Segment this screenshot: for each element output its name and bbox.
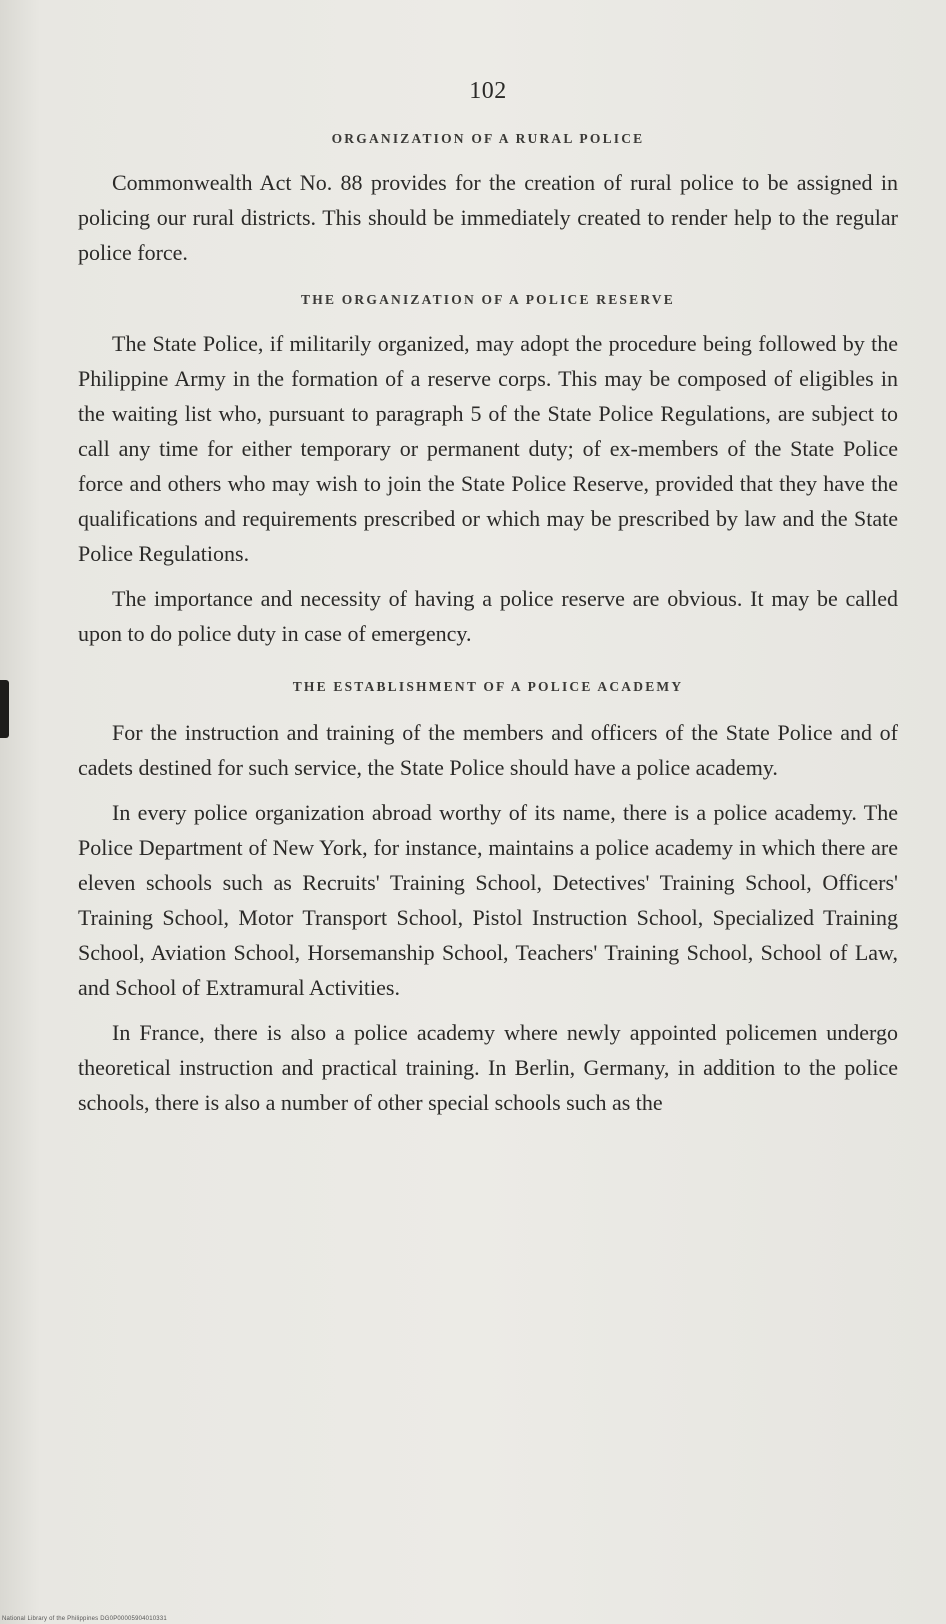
binding-shadow	[0, 680, 9, 738]
paragraph: In France, there is also a police academy where newly appointed policemen undergo theoretical instruction and practical training. In Berlin, Germany, in addition to the police schools, there is also a number of other special schools such as the	[78, 1020, 898, 1115]
section-heading-police-reserve: THE ORGANIZATION OF A POLICE RESERVE	[301, 292, 675, 307]
page-content	[78, 70, 898, 1130]
paragraph: Commonwealth Act No. 88 provides for the creation of rural police to be assigned in policing our rural districts. This should be immediately created to render help to the regular police force.	[78, 170, 898, 265]
paragraph: The State Police, if militarily organized, may adopt the procedure being followed by the Philippine Army in the formation of a reserve corps. This may be composed of eligibles in the waiting list who, pursuant to paragraph 5 of the State Police Regulations, are subject to call any time for either temporary or permanent duty; of ex-members of the State Police force and others who may wish to join the State Police Reserve, provided that they have the qualifications and requirements prescribed or which may be prescribed by law and the State Police Regulations.	[78, 331, 898, 566]
paragraph: The importance and necessity of having a police reserve are obvious. It may be called upon to do police duty in case of emergency.	[78, 586, 898, 646]
section-heading-police-academy: THE ESTABLISHMENT OF A POLICE ACADEMY	[292, 679, 684, 694]
section-heading-rural-police: ORGANIZATION OF A RURAL POLICE	[331, 131, 645, 146]
paragraph: For the instruction and training of the members and officers of the State Police and of cadets destined for such service, the State Police should have a police academy.	[78, 720, 898, 780]
paragraph: In every police organization abroad worthy of its name, there is a police academy. The Police Department of New York, for instance, maintains a police academy in which there are eleven schools such as Recruits' Training School, Detectives' Training School, Officers' Training School, Motor Transport School, Pistol Instruction School, Specialized Training School, Aviation School, Horsemanship School, Teachers' Training School, School of Law, and School of Extramural Activities.	[78, 800, 898, 1000]
archive-footer: National Library of the Philippines DG0P00005904010331	[2, 1616, 167, 1622]
page-number: 102	[469, 78, 507, 104]
